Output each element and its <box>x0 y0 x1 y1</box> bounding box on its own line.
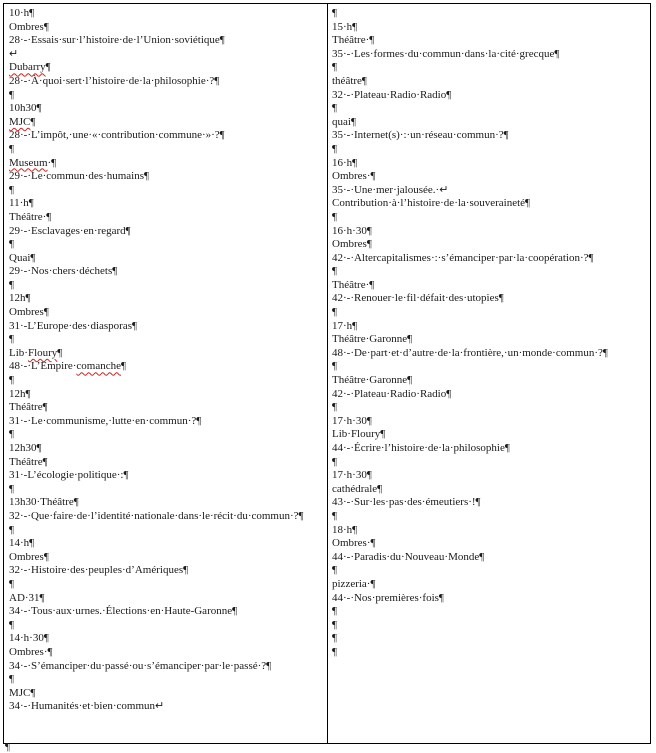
text-line: 10h30¶ <box>9 102 42 115</box>
text-line: 34·-·Tous·aux·urnes.·Élections·en·Haute-Garonne¶ <box>9 605 238 618</box>
spellcheck-flag: Floury <box>27 346 58 359</box>
text-line: Théâtre¶ <box>9 455 48 468</box>
text-line: 35·-·Internet(s)·:·un·réseau·commun·?¶ <box>332 129 509 142</box>
text-line: ¶ <box>332 509 337 522</box>
text-line: 28·-·À·quoi·sert·l’histoire·de·la·philosophie·?¶ <box>9 74 220 87</box>
text-line: 31·-L’Europe·des·diasporas¶ <box>9 319 137 332</box>
text-line: ¶ <box>9 88 14 101</box>
text-line: Contribution·à·l’histoire·de·la·souveraineté¶ <box>332 197 531 210</box>
text-line: Théâtre·¶ <box>332 34 375 47</box>
text-line: Théâtre·Garonne¶ <box>332 374 413 387</box>
text-line: ¶ <box>9 333 14 346</box>
column-divider <box>327 4 328 743</box>
text-line: 17·h·30¶ <box>332 469 372 482</box>
text-line: 35·-·Les·formes·du·commun·dans·la·cité·grecque¶ <box>332 47 560 60</box>
spellcheck-flag: comanche <box>76 360 121 373</box>
right-column[interactable] <box>332 7 648 660</box>
text-line: ¶ <box>332 306 337 319</box>
text-line: 29·-·Esclavages·en·regard¶ <box>9 224 131 237</box>
text-line: 14·h·30¶ <box>9 632 49 645</box>
text-line: ¶ <box>332 7 337 19</box>
text-line: ¶ <box>332 61 337 74</box>
text-line: 17·h·30¶ <box>332 414 372 427</box>
text-line: ¶ <box>332 401 337 414</box>
text-line: 42·-·Plateau·Radio·Radio¶ <box>332 387 452 400</box>
text-line: 31·-·Le·communisme,·lutte·en·commun·?¶ <box>9 414 202 427</box>
spellcheck-flag: MJC <box>9 115 31 128</box>
text-line: 10·h¶ <box>9 7 35 19</box>
text-line: théâtre¶ <box>332 74 367 87</box>
text-line: 16·h·30¶ <box>332 224 372 237</box>
text-line: ¶ <box>9 428 14 441</box>
text-line: ¶ <box>332 564 337 577</box>
text-line: Lib·Floury¶ <box>332 428 386 441</box>
text-line: ¶ <box>9 374 14 387</box>
text-line: Ombres·¶ <box>9 645 53 658</box>
text-line: pizzeria·¶ <box>332 577 376 590</box>
text-line: ¶ <box>9 482 14 495</box>
text-line: ¶ <box>9 238 14 251</box>
text-line: Ombres¶ <box>9 20 49 33</box>
text-line: ¶ <box>332 645 337 658</box>
text-line: 42·-·Renouer·le·fil·défait·des·utopies¶ <box>332 292 504 305</box>
text-line: Quai¶ <box>9 251 36 264</box>
text-line: 16·h¶ <box>332 156 358 169</box>
text-line: ¶ <box>332 102 337 115</box>
text-line: 15·h¶ <box>332 20 358 33</box>
text-line: ¶ <box>332 632 337 645</box>
text-line: ¶ <box>332 455 337 468</box>
left-column[interactable] <box>9 7 325 714</box>
text-line: Ombres¶ <box>332 238 372 251</box>
text-line: Lib·Floury¶ <box>9 346 63 359</box>
text-line: Théâtre·¶ <box>332 278 375 291</box>
spellcheck-flag: Museum <box>9 156 48 169</box>
text-line: 12h30¶ <box>9 442 42 454</box>
text-line: 34·-·Humanités·et·bien·commun↵ <box>9 700 165 713</box>
text-line: ¶ <box>332 618 337 631</box>
text-line: 12h¶ <box>9 292 31 305</box>
text-line: 31·-L’écologie·politique·:¶ <box>9 469 129 482</box>
text-line: 44·-·Écrire·l’histoire·de·la·philosophie¶ <box>332 442 510 454</box>
text-line: 28·-·Essais·sur·l’histoire·de·l’Union·soviétique¶ <box>9 34 225 47</box>
trailing-paragraph-mark: ¶ <box>5 741 10 753</box>
text-line: cathédrale¶ <box>332 482 383 495</box>
spellcheck-flag: Dubarry <box>9 61 46 74</box>
text-line: ¶ <box>332 142 337 155</box>
text-line: Théâtre·¶ <box>9 210 52 223</box>
text-line: 32·-·Plateau·Radio·Radio¶ <box>332 88 452 101</box>
text-line: 48·-·L’Empire·comanche¶ <box>9 360 126 373</box>
text-line: ¶ <box>9 577 14 590</box>
text-line: 35·-·Une·mer·jalousée.·↵ <box>332 183 449 196</box>
text-line: 32·-·Que·faire·de·l’identité·nationale·dans·le·récit·du·commun·?¶ <box>9 509 304 522</box>
text-line: ¶ <box>332 360 337 373</box>
text-line: AD·31¶ <box>9 591 45 604</box>
text-line: 42·-·Altercapitalismes·:·s’émanciper·par·la·coopération·?¶ <box>332 251 594 264</box>
text-line: 43·-·Sur·les·pas·des·émeutiers·!¶ <box>332 496 481 509</box>
text-line: 17·h¶ <box>332 319 358 332</box>
text-line: MJC¶ <box>9 115 36 128</box>
text-line: Théâtre¶ <box>9 401 48 414</box>
text-line: quai¶ <box>332 115 356 128</box>
text-line: ¶ <box>332 210 337 223</box>
text-line: 44·-·Nos·premières·fois¶ <box>332 591 444 604</box>
text-line: 18·h¶ <box>332 523 358 536</box>
text-line: ¶ <box>9 523 14 536</box>
text-line: ¶ <box>9 142 14 155</box>
text-line: ¶ <box>332 605 337 618</box>
text-line: Ombres·¶ <box>332 537 376 550</box>
text-line: ¶ <box>9 673 14 686</box>
text-line: Ombres·¶ <box>332 170 376 183</box>
text-line: 14·h¶ <box>9 537 35 550</box>
document-table <box>3 3 651 744</box>
text-line: MJC¶ <box>9 686 36 699</box>
text-line: Museum·¶ <box>9 156 57 169</box>
text-line: ¶ <box>9 618 14 631</box>
text-line: Théâtre·Garonne¶ <box>332 333 413 346</box>
text-line: 11·h¶ <box>9 197 34 210</box>
text-line: 48·-·De·part·et·d’autre·de·la·frontière,·un·monde·commun·?¶ <box>332 346 608 359</box>
text-line: Ombres¶ <box>9 550 49 563</box>
text-line: 28·-·L’impôt,·une·«·contribution·commune·»·?¶ <box>9 129 225 142</box>
text-line: 13h30·Théâtre¶ <box>9 496 79 509</box>
text-line: ¶ <box>332 265 337 278</box>
text-line: ¶ <box>9 278 14 291</box>
text-line: Ombres¶ <box>9 306 49 319</box>
text-line: ↵ <box>9 47 19 60</box>
text-line: Dubarry¶ <box>9 61 51 74</box>
text-line: 29·-·Nos·chers·déchets¶ <box>9 265 118 278</box>
text-line: 34·-·S’émanciper·du·passé·ou·s’émanciper·par·le·passé·?¶ <box>9 659 272 672</box>
text-line: 44·-·Paradis·du·Nouveau·Monde¶ <box>332 550 485 563</box>
text-line: 32·-·Histoire·des·peuples·d’Amériques¶ <box>9 564 189 577</box>
text-line: 12h¶ <box>9 387 31 400</box>
text-line: 29·-·Le·commun·des·humains¶ <box>9 170 149 183</box>
text-line: ¶ <box>9 183 14 196</box>
